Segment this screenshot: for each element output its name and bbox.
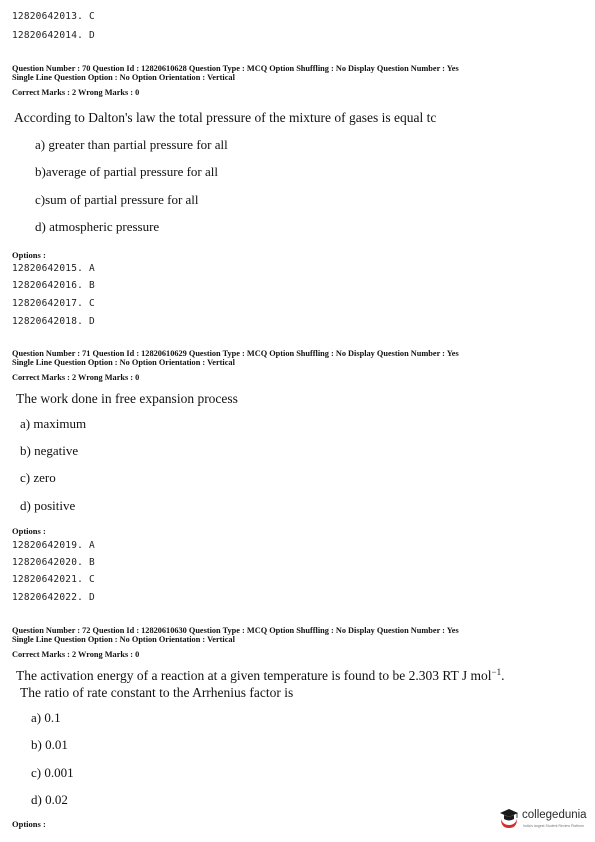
- choice-a: a) 0.1: [31, 710, 61, 725]
- options-label: Options :: [12, 819, 46, 829]
- question-text-main: The activation energy of a reaction at a given temperature is found to be 2.303 RT J mol: [16, 668, 492, 683]
- logo-name: collegedunia: [522, 809, 587, 821]
- choice-d: d) 0.02: [31, 792, 68, 807]
- collegedunia-logo: [498, 806, 590, 834]
- graduation-cap-icon: [498, 806, 520, 830]
- options-label: Options :: [12, 526, 46, 536]
- choice-b: b) 0.01: [31, 737, 68, 752]
- choice-d: d) positive: [20, 498, 76, 513]
- option-id-line: 12820642021. C: [12, 574, 95, 585]
- question-marks: Correct Marks : 2 Wrong Marks : 0: [12, 650, 140, 659]
- question-meta-line: Single Line Question Option : No Option Orientation : Vertical: [12, 358, 235, 367]
- question-text: [16, 667, 505, 684]
- choice-c: c) zero: [20, 470, 56, 485]
- question-text: According to Dalton's law the total pressure of the mixture of gases is equal tc: [14, 110, 437, 125]
- options-label: Options :: [12, 250, 46, 260]
- question-text-end: .: [501, 668, 505, 683]
- option-id-line: 12820642013. C: [12, 11, 95, 22]
- option-id-line: 12820642018. D: [12, 316, 95, 327]
- choice-c: c) 0.001: [31, 765, 74, 780]
- option-id-line: 12820642017. C: [12, 298, 95, 309]
- choice-b: b) negative: [20, 443, 79, 458]
- choice-c: c)sum of partial pressure for all: [35, 192, 199, 207]
- question-meta-line: Single Line Question Option : No Option Orientation : Vertical: [12, 635, 235, 644]
- question-meta-line: Question Number : 72 Question Id : 12820610630 Question Type : MCQ Option Shuffling : No Display Question Number : Yes: [12, 626, 459, 635]
- question-superscript: −1: [491, 667, 502, 677]
- choice-a: a) maximum: [20, 416, 87, 431]
- question-text: The work done in free expansion process: [16, 391, 238, 406]
- question-marks: Correct Marks : 2 Wrong Marks : 0: [12, 373, 140, 382]
- choice-a: a) greater than partial pressure for all: [35, 137, 228, 152]
- question-meta-line: Single Line Question Option : No Option Orientation : Vertical: [12, 73, 235, 82]
- option-id-line: 12820642020. B: [12, 557, 95, 568]
- option-id-line: 12820642015. A: [12, 263, 95, 274]
- option-id-line: 12820642022. D: [12, 592, 95, 603]
- choice-d: d) atmospheric pressure: [35, 219, 160, 234]
- option-id-line: 12820642019. A: [12, 540, 95, 551]
- logo-tagline: India's largest Student Review Platform: [523, 824, 584, 828]
- choice-b: b)average of partial pressure for all: [35, 164, 218, 179]
- option-id-line: 12820642016. B: [12, 280, 95, 291]
- option-id-line: 12820642014. D: [12, 30, 95, 41]
- question-text-line2: The ratio of rate constant to the Arrhenius factor is: [20, 685, 294, 700]
- question-meta-line: Question Number : 70 Question Id : 12820610628 Question Type : MCQ Option Shuffling : No Display Question Number : Yes: [12, 64, 459, 73]
- question-marks: Correct Marks : 2 Wrong Marks : 0: [12, 88, 140, 97]
- question-meta-line: Question Number : 71 Question Id : 12820610629 Question Type : MCQ Option Shuffling : No Display Question Number : Yes: [12, 349, 459, 358]
